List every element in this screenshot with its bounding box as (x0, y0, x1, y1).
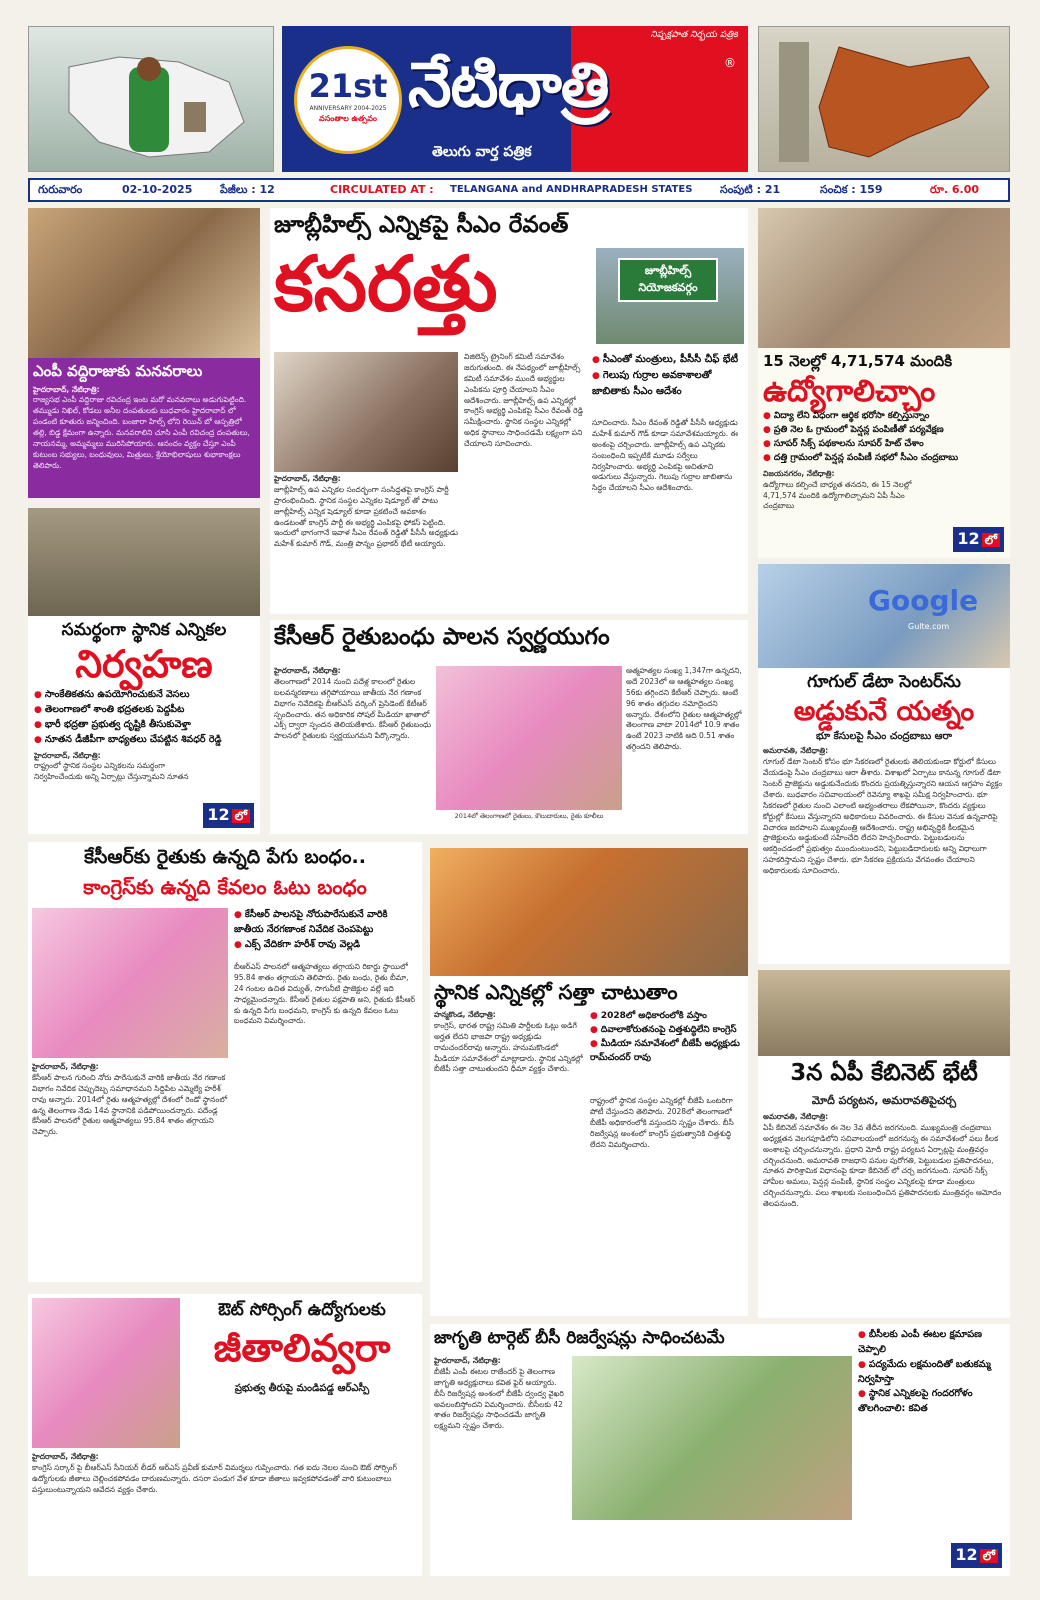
cabinet-story (758, 1056, 1010, 1318)
jagruti-headline: జాగృతి టార్గెట్ బీసీ రిజర్వేషన్లు సాధించటమే (434, 1328, 725, 1348)
google-kicker: గూగుల్ డేటా సెంటర్‌ను (807, 672, 961, 692)
election-story (28, 616, 260, 834)
kcr-col-1 (274, 666, 432, 830)
jubilee-body-3: సూచించారు. సీఎం రేవంత్ రెడ్డితో పీసీసీ అధ్యక్షుడు మహేశ్ కుమార్ గౌడ్ కూడా సమావేశమయ్యారు. ఈ అంశంపై చర్చించారు. జూబ్లీహిల్స్ ఉప ఎన్నికకు సంబంధించి ఇప్పటికే మూడు సర్వేలు నిర్వహించారు. అభ్యర్థి ఎంపికపై ఆచితూచి అడుగులు వేస్తున్నారు. గెలుపు గుర్రాల జాబితాను సిద్ధం చేయాలని సీఎం ఆదేశించారు. (592, 418, 739, 493)
cabinet-dateline: అమరావతి, నేటిధాత్రి: (763, 1112, 829, 1121)
outsourcing-dateline: హైదరాబాద్, నేటిధాత్రి: (32, 1452, 99, 1461)
google-story (758, 668, 1010, 964)
anniversary-telugu: వసంతాల ఉత్సవం (319, 114, 377, 123)
jagruti-col-1 (434, 1356, 568, 1572)
circulated-label: CIRCULATED AT : (330, 183, 434, 196)
tagline: నిష్పక్షపాత నిర్భయ పత్రిక (650, 30, 738, 40)
local-bullet-3: ● మీడియా సమావేశంలో బీజేపీ అధ్యక్షుడు రామ్‌చందర్ రావు (590, 1038, 744, 1066)
outsourcing-kicker: ఔట్ సోర్సింగ్ ఉద్యోగులకు (218, 1300, 386, 1320)
cabinet-headline: 3న ఏపీ కేబినెట్ భేటీ (790, 1060, 978, 1086)
jubilee-sign-photo (596, 248, 744, 344)
jobs-bullet-2: ● ప్రతి నెల ఓ గ్రామంలో పెన్షన్ల పంపిణీతో పర్యవేక్షణ (763, 424, 1005, 438)
newspaper-subtitle: తెలుగు వార్త పత్రిక (432, 144, 532, 160)
election-headline: నిర్వహణ (75, 642, 213, 686)
mp-family-photo (28, 208, 260, 358)
andhra-map-icon (759, 27, 1010, 172)
harish-bullet-1: ● కేసీఆర్ పాలనపై నోరుపారేసుకునే వారికి జాతీయ నేరగణాంక నివేదిక చెంపపెట్టు (234, 908, 418, 938)
jobs-continued-badge[interactable] (953, 527, 1004, 552)
issue-date: 02-10-2025 (122, 183, 193, 196)
jagruti-continued-badge[interactable] (951, 1543, 1002, 1568)
price: రూ. 6.00 (930, 183, 980, 196)
harish-kicker: కేసీఆర్‌కు రైతుకు ఉన్నది పేగు బంధం.. (84, 846, 366, 868)
local-bullet-1: ● 2028లో అధికారంలోకి వస్తాం (590, 1010, 744, 1024)
kavitha-photo (572, 1356, 852, 1520)
jubilee-bullet-2: ● గెలుపు గుర్రాల అవకాశాలతో జాబితాకు సీఎం ఆదేశం (592, 368, 742, 399)
cabinet-sub: మోదీ పర్యటన, అమరావతిపైచర్చ (811, 1094, 957, 1107)
jagruti-bullet-1: ● బీసీలకు ఎంపీ ఈటల క్షమాపణ చెప్పాలి (858, 1328, 1006, 1358)
jubilee-col-1 (274, 474, 458, 610)
harish-col-2 (234, 962, 418, 1278)
election-dateline: హైదరాబాద్, నేటిధాత్రి: (34, 750, 101, 760)
jobs-bullet-1: ● విద్యా లేని విధంగా ఆర్థిక భరోసా కల్పిస్తున్నాం (763, 410, 1005, 424)
harish-dateline: హైదరాబాద్, నేటిధాత్రి: (32, 1062, 99, 1071)
jagruti-story (430, 1324, 1010, 1576)
anniversary-label: ANNIVERSARY 2004-2025 (309, 105, 387, 112)
outsourcing-body (32, 1452, 418, 1572)
local-col-2 (590, 1096, 744, 1312)
mp-headline: ఎంపీ వద్దిరాజుకు మనవరాలు (33, 362, 203, 380)
local-bullet-2: ● దివాలాకోరుతనంపై చిత్తశుద్ధిలేని కాంగ్రెస్ (590, 1024, 744, 1038)
jagruti-bullet-3: ● స్థానిక ఎన్నికలపై గందరగోళం తొలగించాలి: కవిత (858, 1387, 1006, 1417)
cabinet-meeting-photo (758, 970, 1010, 1056)
harish-bullet-2: ● ఎక్స్ వేదికగా హరీశ్ రావు వెల్లడి (234, 938, 418, 953)
harish-body-1: కేసీఆర్ పాలన గురించి నోరు పారేసుకునే వారికి జాతీయ నేర గణాంక విభాగం నివేదిక చెప్పుదెబ్బ సమాధానమని సిద్దిపేట ఎమ్మెల్యే హరీశ్ రావు అన్నారు. 2014లో రైతు ఆత్మహత్యల్లో దేశంలో రెండో స్థానంలో ఉన్న తెలంగాణ నేడు 14వ స్థానానికి పడిపోయిందన్నారు. పదేండ్ల కేసీఆర్ పాలనలో రైతుల ఆత్మహత్యలు 95.84 శాతం తగ్గాయని చెప్పారు. (32, 1072, 228, 1137)
jubilee-dateline: హైదరాబాద్, నేటిధాత్రి: (274, 474, 341, 483)
jubilee-col-3 (592, 418, 742, 610)
kcr-caption: 2014లో తెలంగాణలో రైతులు, కౌలుదారులు, రైతు కూలీలు (454, 812, 604, 820)
andhra-map-banner (758, 26, 1010, 172)
google-sub: భూ కేసులపై సీఎం చంద్రబాబు ఆరా (816, 731, 952, 743)
jobs-bullet-4: ● దత్తి గ్రామంలో పెన్షన్ల పంపిణీ సభలో సీఎం చంద్రబాబు (763, 452, 1005, 466)
election-bullet-1: ● సాంకేతికతను ఉపయోగించుకునే వెసలు (34, 688, 254, 703)
kcr-body-2: ఆత్మహత్యల సంఖ్య 1,347గా ఉన్నదని, అదే 2023లో ఆ ఆత్మహత్యల సంఖ్య 56కు తగ్గిందని కేటీఆర్ చెప్పారు. అంటే 96 శాతం తగ్గుదల నమోదైందని అన్నారు. దేశంలోని రైతుల ఆత్మహత్యల్లో తెలంగాణ వాటా 2014లో 10.9 శాతం ఉంటే 2023 నాటికి అది 0.51 శాతం తగ్గిందని తెలిపారు. (626, 666, 742, 752)
registered-mark: ® (724, 56, 736, 70)
revanth-photo (274, 352, 458, 472)
circulated-states: TELANGANA and ANDHRAPRADESH STATES (450, 184, 693, 195)
jagruti-page-suffix: లో (980, 1549, 998, 1563)
google-body: గూగుల్ డేటా సెంటర్ కోసం భూ సేకరణలో రైతులకు తెలియకుండా కోర్టులో కేసులు వేయడంపై సీఎం చంద్రబాబు ఆరా తీశారు. విశాఖలో ఏర్పాటు కానున్న గూగుల్ డేటా సెంటర్ ప్రాజెక్టును అడ్డుకునేందుకు కొందరు ప్రయత్నిస్తున్నారని ఆయన ఆగ్రహం వ్యక్తం చేశారు. బుధవారం సచివాలయంలో రెవెన్యూ శాఖపై సమీక్ష నిర్వహించారు. భూ సేకరణలో రైతుల నుంచి ఎలాంటి అభ్యంతరాలు లేకపోయినా, కొందరు వ్యక్తులు కోర్టుల్లో కేసులు వేస్తున్నారని అధికారులు వివరించారు. ఈ కేసుల వెనుక ఉన్నవారిపై విచారణ జరపాలని ముఖ్యమంత్రి ఆదేశించారు. రాష్ట్ర అభివృద్ధికి కీలకమైన ప్రాజెక్టులను అడ్డుకుంటే సహించేది లేదని హెచ్చరించారు. పెట్టుబడులను ఆకర్షించడంలో ప్రభుత్వం ముందుంటుందని, పెట్టుబడిదారులకు అన్ని విధాలుగా సహకరిస్తామని స్పష్టం చేశారు. భూ సేకరణ ప్రక్రియను వేగవంతం చేయాలని అధికారులకు సూచించారు. (763, 757, 1003, 876)
jagruti-dateline: హైదరాబాద్, నేటిధాత్రి: (434, 1356, 501, 1365)
bjp-press-meet-photo (430, 848, 748, 976)
ktr-photo (436, 666, 622, 810)
jubilee-story (270, 208, 748, 614)
harish-story (28, 842, 422, 1282)
kcr-body-1: తెలంగాణలో 2014 నుంచి పదేళ్ల కాలంలో రైతుల బలవన్మరణాలు తగ్గిపోయాయి జాతీయ నేర గణాంక విభాగం నివేదికపై బీఆర్ఎస్ వర్కింగ్ ప్రెసిడెంట్ కేటీఆర్ స్పందించారు. తన అధికారిక సోషల్ మీడియా ఖాతాలో ఎక్స్ ద్వారా స్పందన తెలియజేశారు. కేసీఆర్ రైతుబంధు పాలనలో రైతులకు స్వర్ణయుగమని పేర్కొన్నారు. (274, 676, 431, 741)
harish-headline: కాంగ్రెస్‌కు ఉన్నది కేవలం ఓటు బంధం (83, 875, 367, 899)
google-photo (758, 564, 1010, 668)
election-page-suffix: లో (232, 809, 250, 823)
local-body-2: రాష్ట్రంలో స్థానిక సంస్థల ఎన్నికల్లో బీజేపీ ఒంటరిగా పోటీ చేస్తుందని తెలిపారు. 2028లో తెలంగాణలో బీజేపీ అధికారంలోకి వస్తుందని స్పష్టం చేశారు. బీసీ రిజర్వేషన్ల అంశంలో కాంగ్రెస్ ప్రభుత్వానికి చిత్తశుద్ధి లేదని విమర్శించారు. (590, 1096, 734, 1149)
google-headline: అడ్డుకునే యత్నం (793, 696, 975, 727)
jobs-page-suffix: లో (982, 533, 1000, 547)
jobs-bullet-3: ● సూపర్ సిక్స్ పథకాలను సూపర్ హిట్ చేశాం (763, 438, 1005, 452)
outsourcing-headline: జీతాలివ్వరా (213, 1326, 391, 1370)
jagruti-bullet-2: ● పద్యమేదు లక్షమందితో బతుకమ్మ నిర్వహిస్తా (858, 1358, 1006, 1388)
election-page-number: 12 (207, 805, 230, 824)
election-bullet-2: ● తెలంగాణలో శాంతి భద్రతలకు పెద్దపీట (34, 703, 254, 718)
rsp-photo (32, 1298, 180, 1448)
election-continued-badge[interactable] (203, 803, 254, 828)
jobs-kicker: 15 నెలల్లో 4,71,574 మందికి (763, 352, 953, 370)
outsourcing-story (28, 1294, 422, 1576)
outsourcing-body-text: కాంగ్రెస్ సర్కార్ పై బీఆర్ఎస్ సీనియర్ లీడర్ ఆర్ఎస్ ప్రవీణ్ కుమార్ విమర్శలు గుప్పించారు. గత ఐదు నెలల నుంచి ఔట్ సోర్సింగ్ ఉద్యోగులకు జీతాలు చెల్లించకపోవడం దారుణమన్నారు. దసరా పండుగ వేళ కూడా జీతాలు ఇవ్వకపోవడంతో వారి కుటుంబాలు పస్తులుంటున్నాయని ఆవేదన వ్యక్తం చేశారు. (32, 1462, 397, 1494)
telangana-map-banner (28, 26, 274, 172)
kcr-col-2 (626, 666, 744, 830)
dgp-photo (28, 508, 260, 616)
jubilee-headline: కసరత్తు (274, 239, 498, 328)
jobs-body: ఉద్యోగాలు కల్పించే బాధ్యత తనదని, ఈ 15 నెలల్లో 4,71,574 మందికి ఉద్యోగాలిచ్చామని ఏపీ సీఎం చంద్రబాబు (763, 479, 912, 511)
volume-number: సంపుటి : 21 (720, 183, 781, 196)
local-body-1: కాంగ్రెస్, భారత రాష్ట్ర సమితి పార్టీలకు ఓట్లు అడిగే అర్హత లేదని భాజపా రాష్ట్ర అధ్యక్షుడు రామచందర్‌రావు అన్నారు. హనుమకొండలో మీడియా సమావేశంలో మాట్లాడారు. స్థానిక ఎన్నికల్లో బీజేపీ సత్తా చాటుతుందని ధీమా వ్యక్తం చేశారు. (434, 1020, 583, 1074)
newspaper-name: నేటిధాత్రి (408, 48, 609, 121)
outsourcing-sub: ప్రభుత్వ తీరుపై మండిపడ్డ ఆర్ఎస్పీ (234, 1383, 370, 1394)
jubilee-sign-line-1: జూబ్లీహిల్స్ (644, 264, 692, 277)
kcr-story (270, 620, 748, 834)
election-body: రాష్ట్రంలో స్థానిక సంస్థల ఎన్నికలను సమర్థంగా నిర్వహించేందుకు అన్ని ఏర్పాట్లు చేస్తున్నామని నూతన (34, 761, 189, 782)
harish-col-1 (32, 1062, 228, 1278)
issue-day: గురువారం (38, 183, 83, 196)
local-headline: స్థానిక ఎన్నికల్లో సత్తా చాటుతాం (434, 980, 678, 1004)
jobs-headline: ఉద్యోగాలిచ్చాం (763, 374, 936, 409)
jubilee-kicker: జూబ్లీహిల్స్ ఎన్నికపై సీఎం రేవంత్ (274, 212, 569, 238)
mp-story (28, 358, 260, 498)
jubilee-col-2 (464, 352, 588, 610)
election-bullet-4: ● నూతన డీజీపీగా బాధ్యతలు చేపట్టిన శివధర్ రెడ్డి (34, 733, 254, 748)
jagruti-body: బీజేపీ ఎంపీ ఈటల రాజేందర్ పై తెలంగాణ జాగృతి అధ్యక్షురాలు కవిత ఫైర్ అయ్యారు. బీసీ రిజర్వేషన్ల అంశంలో బీజేపీ ద్వంద్వ వైఖరి అవలంబిస్తోందని విమర్శించారు. బీసీలకు 42 శాతం రిజర్వేషన్లు సాధించడమే జాగృతి లక్ష్యమని స్పష్టం చేశారు. (434, 1366, 564, 1431)
cabinet-body: ఏపీ కేబినెట్ సమావేశం ఈ నెల 3వ తేదీన జరగనుంది. ముఖ్యమంత్రి చంద్రబాబు అధ్యక్షతన వెలగపూడిలోని సచివాలయంలో జరగనున్న ఈ సమావేశంలో పలు కీలక అంశాలపై చర్చించనున్నారు. ప్రధాని మోదీ రాష్ట్ర పర్యటన ఏర్పాట్లపై మంత్రివర్గం చర్చించనుంది. అమరావతి రాజధాని పనుల పురోగతి, పెట్టుబడుల ప్రతిపాదనలు, నూతన పారిశ్రామిక విధానంపై కూడా కేబినెట్ లో చర్చ జరగనుంది. సూపర్ సిక్స్ హామీల అమలు, పెన్షన్ల పంపిణీ, స్థానిక సంస్థల ఎన్నికలపై కూడా మంత్రులు చర్చించనున్నారు. పలు శాఖలకు సంబంధించిన ప్రతిపాదనలకు మంత్రివర్గం ఆమోదం తెలపనుంది. (763, 1122, 1002, 1208)
google-logo: Google (868, 584, 979, 617)
issue-number: సంచిక : 159 (820, 183, 883, 196)
telangana-map-icon (29, 27, 274, 172)
jubilee-bullet-1: ● సీఎంతో మంత్రులు, పీసీసీ చీఫ్ భేటీ (592, 352, 742, 368)
mp-dateline: హైదరాబాద్, నేటిధాత్రి: (33, 384, 100, 394)
kcr-headline: కేసీఆర్ రైతుబంధు పాలన స్వర్ణయుగం (274, 624, 610, 650)
mp-body: రాజ్యసభ ఎంపీ వద్దిరాజు రవిచంద్ర ఇంట మరో మనవరాలు అడుగుపెట్టింది. తమ్ముడు నిఖిల్, కోడలు అనీల దంపతులకు బుధవారం హైదరాబాద్ లో పండంటి కూతురు జన్మించింది. బంజారా హిల్స్ లోని రెయిన్ బో ఆస్పత్రిలో తల్లి, బిడ్డ క్షేమంగా ఉన్నారు. మనవరాలిని చూసి ఎంపీ రవిచంద్ర దంపతులు, నాయనమ్మ, అమ్మమ్మలు మురిసిపోయారు. ఆనందం వ్యక్తం చేస్తూ ఎంపీ కుటుంబ సభ్యులు, బంధువులు, మిత్రులు, శ్రేయోభిలాషులు శుభాకాంక్షలు తెలిపారు. (33, 395, 250, 470)
election-kicker: సమర్థంగా స్థానిక ఎన్నికల (61, 620, 227, 640)
jubilee-body-1: జూబ్లీహిల్స్ ఉప ఎన్నికల సందర్భంగా సంసిద్ధతపై కాంగ్రెస్ పార్టీ ప్రారంభించింది. స్థానిక సంస్థల ఎన్నికల షెడ్యూల్ తో పాటు జూబ్లీహిల్స్ ఎన్నిక షెడ్యూల్ కూడా ప్రకటించే అవకాశం ఉండటంతో కాంగ్రెస్ పార్టీ ఈ అభ్యర్థి ఎంపికపై ఫోకస్ పెట్టింది. ఇందులో భాగంగానే ఇవాళ సీఎం రేవంత్ రెడ్డితో పీసీసీ అధ్యక్షుడు మహేశ్ కుమార్ గౌడ్, మంత్రి పొన్నం ప్రభాకర్ భేటీ అయ్యారు. (274, 484, 458, 549)
chandrababu-pension-photo (758, 208, 1010, 348)
anniversary-badge (294, 46, 402, 154)
jobs-dateline: విజయనగరం, నేటిధాత్రి: (763, 468, 835, 478)
jubilee-sign-line-2: నియోజకవర్గం (638, 280, 698, 294)
jobs-page-number: 12 (957, 529, 980, 548)
anniversary-number: 21st (308, 67, 388, 105)
page-count: పేజీలు : 12 (220, 183, 275, 196)
local-dateline: హన్మకొండ, నేటిధాత్రి: (434, 1010, 496, 1019)
harish-body-2: బీఆర్ఎస్ పాలనలో ఆత్మహత్యలు తగ్గాయని రికార్డు స్థాయిలో 95.84 శాతం తగ్గాయని తెలిపారు. రైతు బంధు, రైతు బీమా, 24 గంటల ఉచిత విద్యుత్, సాగునీటి ప్రాజెక్టుల వల్లే ఇది సాధ్యమైందన్నారు. కేసీఆర్ రైతుల పక్షపాతి అని, రైతుకు కేసీఆర్ కు ఉన్నది పేగు బంధమని, కాంగ్రెస్ కు ఉన్నది కేవలం ఓటు బంధమని విమర్శించారు. (234, 962, 416, 1026)
harish-photo (32, 908, 228, 1058)
local-col-1 (434, 1010, 584, 1312)
masthead-banner (282, 26, 748, 172)
photo-credit: Gulte.com (908, 622, 950, 631)
kcr-dateline: హైదరాబాద్, నేటిధాత్రి: (274, 666, 341, 675)
info-bar (28, 178, 1010, 202)
jubilee-sign-board (618, 258, 718, 302)
election-bullet-3: ● భారీ భద్రతా ప్రభుత్వ దృష్టికి తీసుకువెళ్తా (34, 718, 254, 733)
jubilee-body-2: విజిలెన్స్ ట్రైనింగ్ కమిటీ సమావేశం జరుగుతుంది. ఈ నేపథ్యంలో జూబ్లీహిల్స్ కమిటీ సమావేశం ముందే అభ్యర్థుల ఎంపికను పూర్తి చేయాలని సీఎం ఆదేశించారు. జూబ్లీహిల్స్ ఉప ఎన్నికల్లో కాంగ్రెస్ అభ్యర్థి ఎంపికపై సీఎం రేవంత్ రెడ్డి సమీక్షించారు. స్థానిక సంస్థల ఎన్నికల్లో అధిక స్థానాలు సాధించడమే లక్ష్యంగా పని చేయాలని సూచించారు. (464, 352, 584, 448)
google-dateline: అమరావతి, నేటిధాత్రి: (763, 746, 829, 756)
jagruti-page-number: 12 (955, 1545, 978, 1564)
local-story (430, 976, 748, 1316)
jobs-story (758, 348, 1010, 558)
